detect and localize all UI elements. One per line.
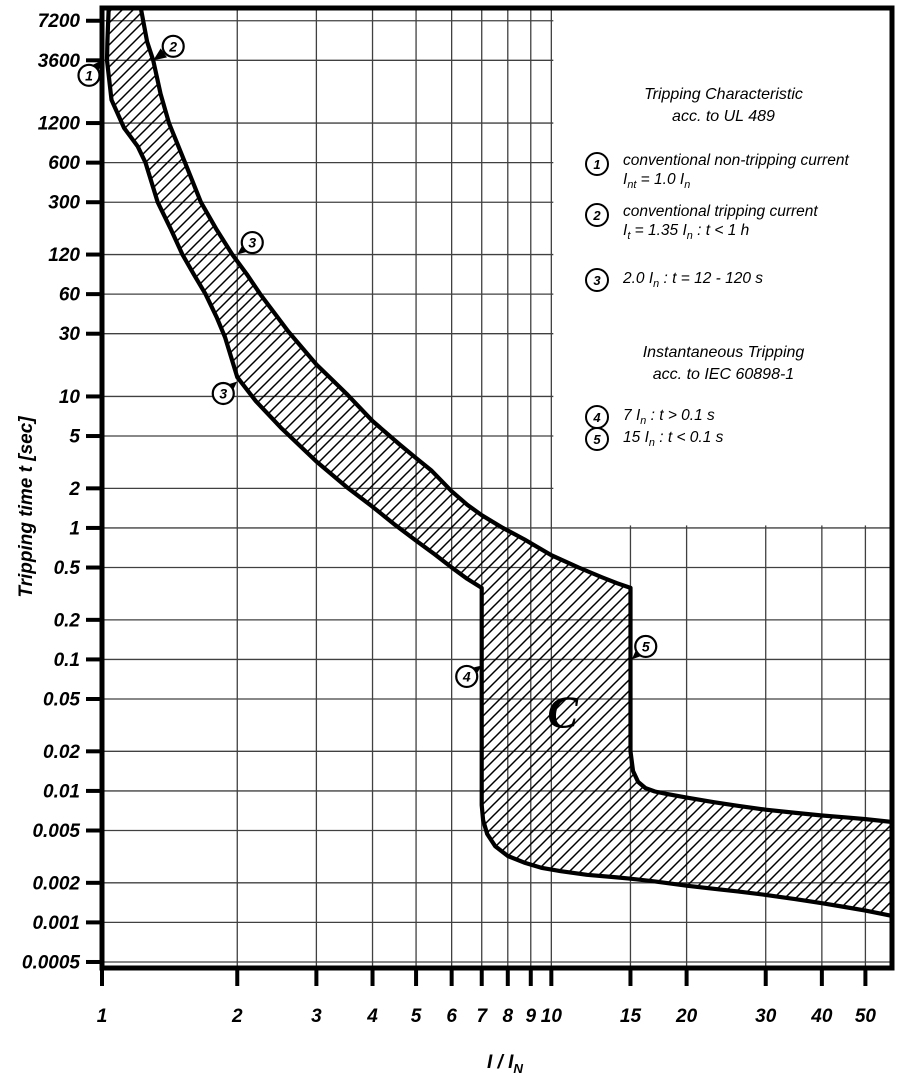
curve-class-letter: C bbox=[547, 686, 579, 738]
legend-item-2-text bbox=[623, 202, 818, 246]
x-tick-label: 50 bbox=[854, 1006, 876, 1027]
legend-title-iec-line1: Instantaneous Tripping bbox=[642, 344, 805, 361]
y-tick-label: 0.005 bbox=[32, 820, 80, 842]
marker-number: 2 bbox=[169, 38, 178, 55]
legend-item-1-badge: 1 bbox=[585, 152, 609, 176]
x-tick-label: 1 bbox=[96, 1006, 108, 1027]
curve-marker-3 bbox=[213, 381, 238, 404]
x-axis-title: I / $I_N$ bbox=[486, 1052, 523, 1076]
legend-item-1-line1: conventional non-tripping current bbox=[623, 152, 849, 169]
y-tick-label: 300 bbox=[48, 192, 80, 214]
y-tick-label: 0.02 bbox=[43, 741, 80, 763]
y-tick-label: 7200 bbox=[37, 11, 80, 33]
y-tick-label: 5 bbox=[69, 426, 80, 448]
curve-marker-2 bbox=[153, 36, 184, 61]
x-tick-label: 2 bbox=[231, 1006, 243, 1027]
y-tick-label: 0.002 bbox=[32, 873, 80, 895]
curve-marker-5 bbox=[632, 636, 657, 660]
x-tick-label: 9 bbox=[525, 1006, 537, 1027]
x-tick-label: 7 bbox=[476, 1006, 488, 1027]
marker-number: 4 bbox=[462, 668, 471, 685]
y-tick-label: 60 bbox=[58, 284, 80, 306]
legend-item-1-formula: $I_{nt} = 1.0$ $I_n$ bbox=[623, 171, 691, 192]
y-tick-label: 600 bbox=[48, 153, 80, 175]
marker-number: 5 bbox=[641, 638, 650, 655]
legend-item-2-line1: conventional tripping current bbox=[623, 203, 818, 220]
legend-item-3-text bbox=[623, 269, 763, 294]
x-tick-label: 15 bbox=[619, 1006, 642, 1027]
y-tick-label: 2 bbox=[69, 478, 80, 500]
y-tick-label: 120 bbox=[48, 245, 80, 267]
marker-number: 1 bbox=[85, 67, 93, 84]
curve-marker-4 bbox=[456, 665, 482, 687]
y-tick-label: 0.0005 bbox=[21, 952, 80, 974]
x-tick-label: 10 bbox=[540, 1006, 562, 1027]
y-tick-label: 1200 bbox=[37, 113, 80, 135]
y-tick-label: 3600 bbox=[37, 50, 80, 72]
legend-title-ul489-line1: Tripping Characteristic bbox=[644, 86, 803, 103]
curve-marker-3 bbox=[237, 232, 263, 255]
legend-item-4-formula: 7 $I_n$ : t > 0.1 s bbox=[623, 407, 715, 428]
y-tick-label: 10 bbox=[58, 386, 80, 408]
y-tick-label: 0.5 bbox=[53, 558, 80, 580]
curve-class-label bbox=[547, 687, 579, 738]
legend-title-iec-line2: acc. to IEC 60898-1 bbox=[652, 366, 795, 383]
legend-item-2-badge: 2 bbox=[585, 203, 609, 227]
x-tick-label: 5 bbox=[410, 1006, 422, 1027]
legend-item-2-formula: $I_t = 1.35$ $I_n$ : t < 1 h bbox=[623, 222, 750, 243]
legend-item-5-text bbox=[623, 428, 723, 453]
legend-title-ul489-line2: acc. to UL 489 bbox=[672, 108, 775, 125]
marker-number: 3 bbox=[219, 385, 228, 402]
x-tick-label: 4 bbox=[367, 1006, 378, 1027]
y-tick-label: 0.05 bbox=[43, 689, 80, 711]
y-tick-label: 30 bbox=[58, 324, 80, 346]
x-tick-label: 6 bbox=[446, 1006, 457, 1027]
legend-item-5-badge: 5 bbox=[585, 427, 609, 451]
x-tick-label: 20 bbox=[676, 1006, 698, 1027]
legend-item-1-text bbox=[623, 151, 849, 195]
x-tick-label: 3 bbox=[311, 1006, 322, 1027]
y-tick-label: 0.2 bbox=[53, 610, 80, 632]
y-tick-label: 0.1 bbox=[53, 649, 80, 671]
legend-item-4-badge: 4 bbox=[585, 405, 609, 429]
legend-item-5-formula: 15 $I_n$ : t < 0.1 s bbox=[623, 429, 724, 450]
marker-number: 3 bbox=[248, 234, 257, 251]
x-tick-label: 30 bbox=[755, 1006, 777, 1027]
curve-marker-1 bbox=[79, 60, 103, 86]
y-tick-label: 1 bbox=[69, 518, 80, 540]
x-tick-label: 40 bbox=[811, 1006, 833, 1027]
y-tick-label: 0.01 bbox=[43, 781, 80, 803]
y-tick-label: 0.001 bbox=[32, 912, 80, 934]
y-axis-title: Tripping time t [sec] bbox=[16, 416, 37, 598]
x-tick-label: 8 bbox=[502, 1006, 514, 1027]
legend-item-3-formula: 2.0 $I_n$ : t = 12 - 120 s bbox=[623, 270, 764, 291]
legend-item-3-badge: 3 bbox=[585, 268, 609, 292]
